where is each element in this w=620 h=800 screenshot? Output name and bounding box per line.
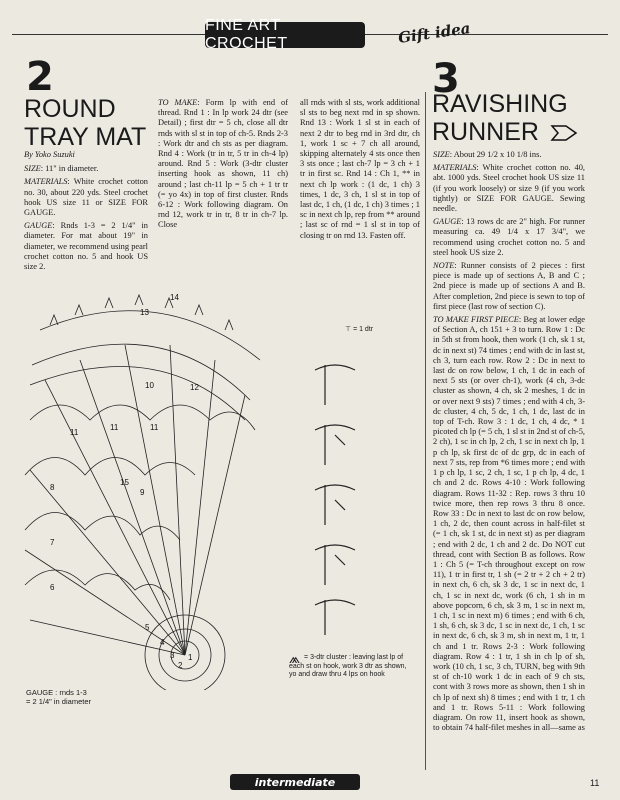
- pattern2-title-line2: TRAY MAT: [24, 123, 147, 151]
- gauge-note-line1: GAUGE : rnds 1-3: [26, 688, 87, 697]
- round-label: 3: [170, 651, 175, 660]
- continued-instructions: all rnds with sl sts, work additional sl sts to beg next rnd in sp shown. Rnd 13 : Work 1 sl st in each of next 2 dtr to beg rnd in 3rd dtr, ch 1, work 1 sc + 7 ch all around, skipping alternately 4 sts once then 3 sts once ; last ch-7 lp = 3 ch + 1 tr in first sc. Rnd 14 : Ch 1, ** in next ch lp work : (1 dc, 1 ch) 3 times, 1 dc, 3 ch, 1 sl st in top of last dc, 1 ch, (1 dc, 1 ch) 3 times ; 1 sc in next ch lp, rep from ** around ; last sc of rnd = 1 sl st in top of closing tr on rnd 13. Fasten off.: [300, 98, 420, 240]
- size-label: SIZE: [24, 164, 41, 174]
- scallop-row: [25, 458, 195, 476]
- wedge-line: [30, 470, 185, 655]
- tray-mat-chart: [10, 290, 295, 690]
- pattern2-title: [24, 95, 154, 151]
- runner-materials-text: : White crochet cotton no. 40, abt. 1000 yds. Steel crochet hook US size 11 (if you work loosely) or size 9 (if you work tightly) or SIZE FOR GAUGE. Sewing needle.: [433, 163, 585, 214]
- column-divider: [425, 92, 426, 770]
- round-12-arc: [30, 366, 245, 420]
- gauge-text: : Rnds 1-3 = 2 1/4" in diameter. For mat about 19" in diameter, we recommend using pearl crochet cotton no. 5 and hook US size 2.: [24, 221, 148, 272]
- detail-step-3: [315, 485, 355, 525]
- round-label: 13: [140, 308, 149, 317]
- to-make-label: TO MAKE: [158, 98, 198, 107]
- runner-size-paragraph: [433, 150, 585, 160]
- dtr-legend-text: = 1 dtr: [353, 326, 374, 333]
- pattern3-title-line2: RUNNER: [432, 118, 539, 146]
- round-label: 15: [120, 478, 129, 487]
- gauge-paragraph: [24, 221, 148, 272]
- pattern2-column-3: [300, 98, 420, 244]
- round-label: 7: [50, 538, 55, 547]
- runner-first-piece-text: : Beg at lower edge of Section A, ch 151 + 3 to turn. Row 1 : Dc in 5th st from hook, then work (1 ch, sk 1 st, dc in next st) 74 times ; end with dc in last st, ch 3, turn each row. Row 2 : Dc in next to last dc on row below, 1 ch, 1 dc in each of next 5 sts (or over ch-1), work (4 ch, 3-dc cluster as shown, 4 ch, sk 2 meshes, 1 dc in or over next 9 sts) 7 times ; end with 4 ch, 3-dc cluster, 4 ch, 5 dc, 1 ch, 1 dc, last dc in top of T-ch. Row 3 : 1 dc, 1 ch, 4 dc, * 1 picoted ch lp (= 5 ch, 1 sl st in 2nd st of ch-5, 2 ch), 1 sc in ch lp, 2 ch, 1 sc in next ch lp, 1 p ch lp, sk first dc of dc grp, dc in each of next 7 sts, rep from *6 times more ; end with 1 p ch lp, 1 sc, 2 ch, 1 sc, 1 p ch lp, 4 dc, 1 ch and 2 dc. Rows 4-10 : Work following diagram. Rows 11-32 : Rep. rows 3 thru 10 twice more, then rep rows 3 thru 8 once. Row 33 : Dc in next to last dc on row below, 1 ch, 2 dc, then count across in half-filet st (= 1 ch, sk 1 st, dc in next st) as per diagram ; end with 2 dc, 1 ch and 2 dc. Do NOT cut thread, cont with Section B as follows. Row 1 : Ch 5 (= T-ch throughout except on row 11), 1 tr in first tr, 1 sh (= 2 tr + 2 ch + 2 tr) in next ch, 6 ch, sk 3 dc, 1 sc in next dc, 1 ch, 1 sc in next dc, work (6 ch, 1 sh in m above popcorn, 6 ch, sk 3 m, 1 sc in next m, 1 ch, 1 sc in next m) 6 times ; end with 6 ch, 1 sh, 6 ch, sk 3 dc, 1 sc in next dc, 1 ch, 1 sc in next dc, 6 ch, sk 3 m, sh in next m, 1 tr, 1 ch and 1 tr. Rows 2-3 : Work following diagram. Row 4 : 1 tr, 1 sh in ch lp of sh, work (10 ch, 1 sc, 3 ch, TURN, beg with 9th st of ch-10 work 1 dc in each of 9 ch sts, cont with 3 rows more as shown, then 1 sh in ch lp of next sh) 8 times ; end with 1 tr, 1 ch and 1 tr. Rows 5-11 : Work following diagram. On row 11, insert hook as shown, to obtain 74 half-filet meshes in all—same as: [433, 315, 585, 733]
- round-label: 9: [140, 488, 145, 497]
- round-label: 11: [70, 428, 79, 437]
- round-label: 11: [150, 423, 159, 432]
- pattern2-title-line1: ROUND: [24, 95, 116, 123]
- round-label: 1: [188, 653, 193, 662]
- to-make-text: : Form lp with end of thread. Rnd 1 : In lp work 24 dtr (see Detail) ; first dtr = 5 ch, close all dtr rnds with sl st in top of ch-5. Rnds 2-3 : Work dtr and ch sts as per diagram. Rnd 4 : Work (tr in tr, 5 tr in ch-4 lp) around. Rnd 5 : Work (3-dtr cluster inserting hook as shown, 11 ch) around ; last ch-11 lp = 5 ch + 1 tr tr (= yo 4x) in top of first cluster. Rnds 6-12 : Work following diagram. On rnd 12, work tr in tr, 8 tr in ch-7 lp. Close: [158, 98, 288, 230]
- pattern-number-3: 3: [432, 56, 459, 102]
- detail-step-5: [315, 600, 355, 635]
- dtr-symbol-icon: ⊤: [345, 326, 352, 333]
- round-label: 12: [190, 383, 199, 392]
- dtr-legend: [345, 325, 373, 333]
- detail-step-1: [315, 365, 355, 405]
- gauge-label: GAUGE: [24, 221, 53, 231]
- to-make-paragraph: [158, 98, 288, 231]
- cluster-symbol-icon: ⩕: [289, 650, 301, 666]
- page-number: 11: [590, 778, 600, 788]
- wedge-line: [80, 360, 185, 655]
- pattern3-title-line1: RAVISHING: [432, 90, 568, 118]
- round-label: 6: [50, 583, 55, 592]
- runner-gauge-paragraph: [433, 217, 585, 258]
- pattern2-column-2: [158, 98, 288, 234]
- round-label: 5: [145, 623, 150, 632]
- round-label: 8: [50, 483, 55, 492]
- runner-first-piece-paragraph: [433, 315, 585, 733]
- runner-arrow-icon: [550, 124, 578, 142]
- wedge-line: [170, 345, 185, 655]
- gauge-note: [26, 688, 91, 706]
- round-13-arc: [32, 344, 250, 400]
- runner-note-label: NOTE: [433, 261, 455, 271]
- size-paragraph: [24, 164, 148, 174]
- pattern3-title-row: [432, 118, 592, 146]
- gauge-note-line2: = 2 1/4" in diameter: [26, 697, 91, 706]
- runner-gauge-text: : 13 rows dc are 2" high. For runner measuring ca. 49 1/4 x 17 3/4", we recommend using crochet cotton no. 5 and steel hook US size 2.: [433, 217, 585, 257]
- runner-first-piece-label: TO MAKE FIRST PIECE: [433, 315, 519, 325]
- wedge-line: [125, 345, 185, 655]
- scallop-row: [25, 570, 170, 600]
- size-text: : 11" in diameter.: [40, 164, 99, 174]
- wedge-line: [45, 380, 185, 655]
- pattern3-title: [432, 90, 592, 146]
- detail-step-2: [315, 425, 355, 465]
- pattern-number-2: 2: [26, 54, 53, 100]
- runner-materials-label: MATERIALS: [433, 163, 477, 173]
- detail-step-4: [315, 545, 355, 585]
- byline: By Yoko Suzuki: [24, 150, 75, 159]
- round-label: 4: [160, 638, 165, 647]
- runner-note-paragraph: [433, 261, 585, 312]
- dtr-detail-diagram: [305, 350, 375, 640]
- runner-materials-paragraph: [433, 163, 585, 214]
- pattern2-column-1: [24, 150, 148, 275]
- runner-gauge-label: GAUGE: [433, 217, 462, 227]
- cluster-legend-text: = 3-dtr cluster : leaving last lp of each st on hook, work 3 dtr as shown, yo and draw thru 4 lps on hook: [289, 654, 407, 678]
- round-label: 2: [178, 661, 183, 670]
- round-label: 10: [145, 381, 154, 390]
- materials-text: : White crochet cotton no. 30, about 220 yds. Steel crochet hook US size 11 or SIZE FOR GAUGE.: [24, 177, 148, 218]
- pattern3-column: [433, 150, 585, 736]
- gift-idea-tag: Gift idea: [397, 19, 472, 47]
- section-banner: FINE ART CROCHET: [205, 22, 365, 48]
- materials-label: MATERIALS: [24, 177, 68, 187]
- difficulty-banner: intermediate: [230, 774, 360, 790]
- round-label: 11: [110, 423, 119, 432]
- runner-size-text: : About 29 1/2 x 10 1/8 ins.: [449, 150, 542, 159]
- outer-edge-arc: [40, 311, 260, 360]
- materials-paragraph: [24, 177, 148, 218]
- runner-size-label: SIZE: [433, 150, 450, 159]
- cluster-legend: [289, 650, 414, 680]
- runner-note-text: : Runner consists of 2 pieces : first piece is made up of sections A, B and C ; 2nd piece is made up of sections A and B. After completion, 2nd piece is sewn to top of first piece (last row of section C).: [433, 261, 585, 311]
- round-label: 14: [170, 293, 179, 302]
- scallop-row: [25, 513, 180, 541]
- wedge-line: [185, 360, 215, 655]
